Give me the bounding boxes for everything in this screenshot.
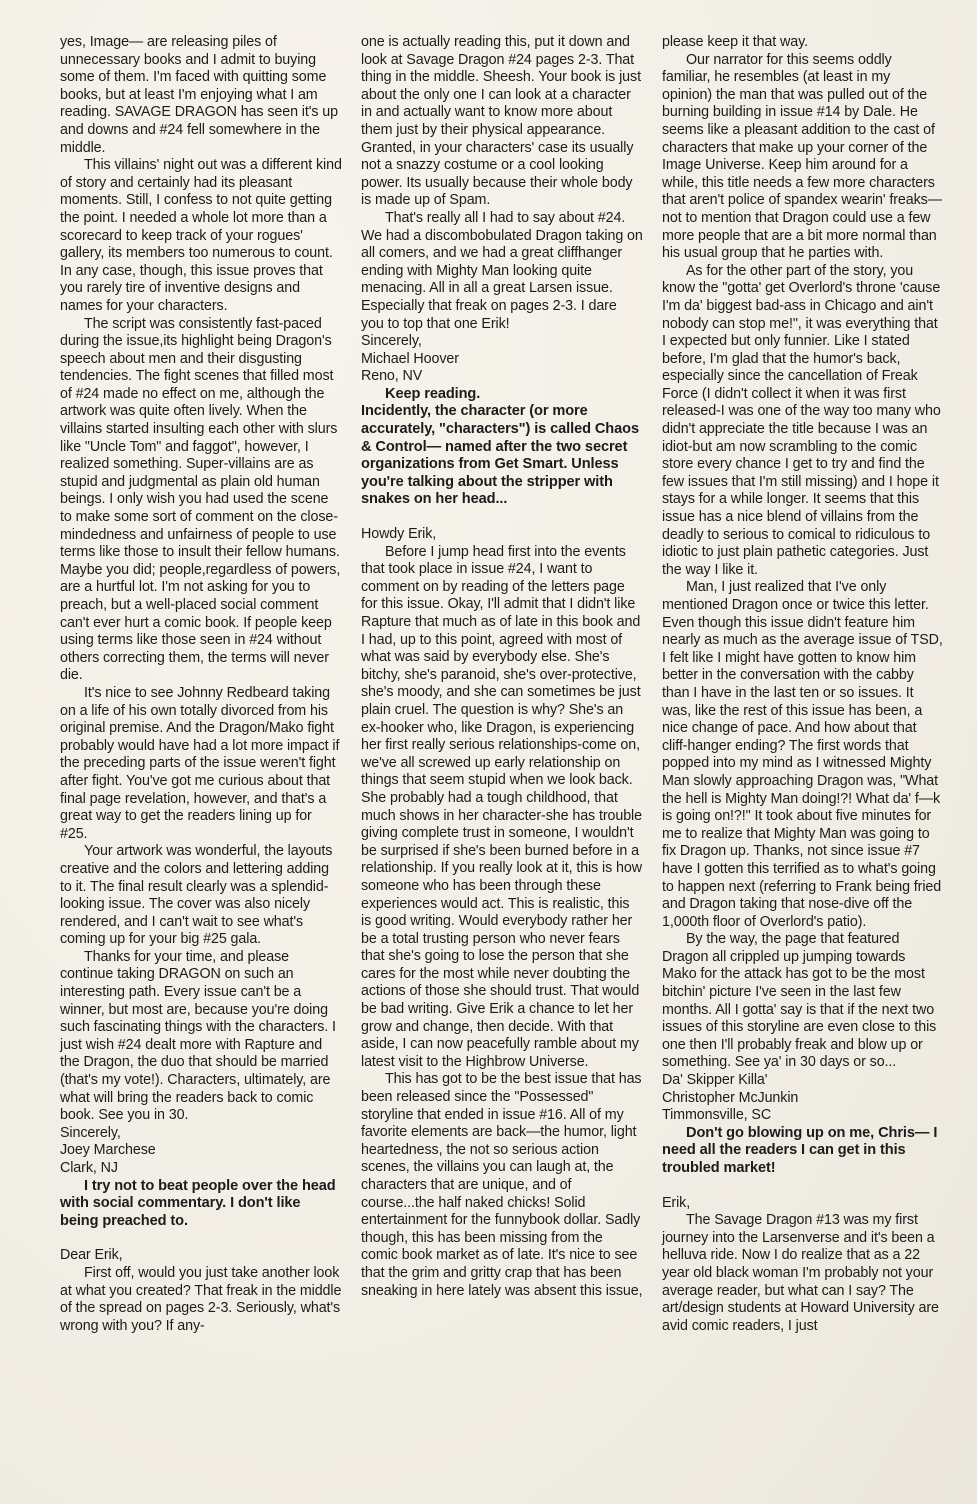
- signature-closing: Sincerely,: [60, 1124, 121, 1141]
- editor-reply: Incidently, the character (or more accurately, "characters") is called Chaos & Control— named after the two secret organizations from Get Smart. Unless you're talking about the stripper with snakes on her head...: [361, 403, 639, 508]
- signature-location: Clark, NJ: [60, 1160, 118, 1176]
- signature-name: Christopher McJunkin: [662, 1089, 799, 1106]
- letter-paragraph: First off, would you just take another look at what you created? That freak in the middle of the spread on pages 2-3. Seriously, what's wrong with you? If any-: [60, 1264, 342, 1334]
- letter-paragraph: please keep it that way.: [662, 34, 808, 50]
- letter-paragraph: This villains' night out was a different kind of story and certainly had its pleasant moments. Still, I confess to not quite getting the point. I needed a whole lot more than a scorecard to keep track of your rogues' gallery, its members too numerous to count. In any case, though, this issue proves that you rarely tire of inventive designs and names for your characters.: [60, 157, 342, 314]
- letter-paragraph: Man, I just realized that I've only mentioned Dragon once or twice this letter. Even though this issue didn't feature him nearly as much as the average issue of TSD, I felt like I might have gotten to know him better in the conversation with the cabby than I have in the last ten or so issues. It was, like the rest of this issue has been, a nice change of pace. And how about that cliff-hanger ending? The first words that popped into my mind as I witnessed Mighty Man slowly approaching Dragon was, "What the hell is Mighty Man doing!?! What da' f—k is going on!?!" It took about five minutes for me to realize that Mighty Man was going to fix Dragon up. Thanks, not since issue #7 have I gotten this terrified as to what's going to happen next (referring to Frank being fried and Dragon taking that nose-dive off the 1,000th floor of Overlord's patio).: [662, 579, 943, 930]
- signature-closing: Sincerely,: [361, 333, 422, 350]
- signature-name: Joey Marchese: [60, 1142, 156, 1159]
- letter-greeting: Dear Erik,: [60, 1247, 123, 1264]
- column-middle: [361, 34, 643, 1300]
- letter-paragraph: The script was consistently fast-paced during the issue,its highlight being Dragon's speech about men and their disgusting tendencies. The fight scenes that filled most of #24 made no effect on me, although the artwork was quite often lively. When the villains started insulting each other with slurs like "Uncle Tom" and faggot", however, I realized something. Super-villains are as stupid and judgmental as plain old human beings. I only wish you had used the scene to make some sort of comment on the close-mindedness and unfairness of people to use terms like those to insult their fellow humans. Maybe you did; people,regardless of powers, are a hurtful lot. I'm not asking for you to preach, but a well-placed social comment can't ever hurt a comic book. If people keep using terms like those seen in #24 without others correcting them, the terms will never die.: [60, 315, 341, 684]
- letter-paragraph: That's really all I had to say about #24. We had a discombobulated Dragon taking on all comers, and we had a great cliffhanger ending with Mighty Man looking quite menacing. All in all a great Larsen issue. Especially that freak on pages 2-3. I dare you to top that one Erik!: [361, 209, 643, 332]
- signature-location: Timmonsville, SC: [662, 1107, 772, 1124]
- signature-closing: Da' Skipper Killa': [662, 1072, 768, 1089]
- letter-paragraph: Your artwork was wonderful, the layouts creative and the colors and lettering adding to it. The final result clearly was a splendid-looking issue. The cover was also nicely rendered, and I can't wait to see what's coming up for your big #25 gala.: [60, 843, 333, 948]
- letter-paragraph: The Savage Dragon #13 was my first journey into the Larsenverse and it's been a helluva ride. Now I do realize that as a 22 year old black woman I'm probably not your average reader, but what can I say? The art/design students at Howard University are avid comic readers, I just: [662, 1212, 939, 1334]
- letter-paragraph: It's nice to see Johnny Redbeard taking on a life of his own totally divorced from his original premise. And the Dragon/Mako fight probably would have had a lot more impact if the preceding parts of the issue weren't fight after fight. You've got me curious about that final page revelation, however, and that's a great way to get the readers lining up for #25.: [60, 684, 340, 842]
- letter-paragraph: Thanks for your time, and please continue taking DRAGON on such an interesting path. Every issue can't be a winner, but most are, because you're doing such fascinating things with the characters. I just wish #24 dealt more with Rapture and the Dragon, the duo that should be married (that's my vote!). Characters, ultimately, are what will bring the readers back to comic book. See you in 30.: [60, 948, 336, 1124]
- signature-name: Michael Hoover: [361, 350, 459, 367]
- editor-reply: I try not to beat people over the head with social commentary. I don't like being preached to.: [60, 1177, 336, 1229]
- letter-paragraph: This has got to be the best issue that has been released since the "Possessed" storyline that ended in issue #16. All of my favorite elements are back—the humor, light heartedness, the not so serious action scenes, the villains you can laugh at, the characters that are unique, and of course...the half naked chicks! Solid entertainment for the funnybook dollar. Sadly though, this has been missing from the comic book market as of late. It's nice to see that the grim and gritty crap that has been sneaking in here lately was absent this issue,: [361, 1071, 643, 1299]
- letter-greeting: Erik,: [662, 1194, 691, 1211]
- editor-reply: Don't go blowing up on me, Chris— I need all the readers I can get in this troubled market!: [662, 1124, 938, 1176]
- letter-paragraph: Our narrator for this seems oddly familiar, he resembles (at least in my opinion) the man that was pulled out of the burning building in issue #14 by Dale. He seems like a pleasant addition to the cast of characters that make up your corner of the Image Universe. Keep him around for a while, this title needs a few more characters that aren't police of spandex wearin' freaks—not to mention that Dragon could use a few more people that are a bit more normal than his usual group that he parties with.: [662, 51, 942, 262]
- letter-paragraph: By the way, the page that featured Dragon all crippled up jumping towards Mako for the attack has got to be the most bitchin' picture I've seen in the last few months. All I gotta' say is that if the next two issues of this storyline are even close to this one then I'll probably freak and blow up or something. See ya' in 30 days or so...: [662, 931, 937, 1071]
- letter-paragraph: As for the other part of the story, you know the "gotta' get Overlord's throne 'cause I'm da' biggest bad-ass in Chicago and ain't nobody can stop me!", it was everything that I expected but only funnier. Like I stated before, I'm glad that the humor's back, especially since the cancellation of Freak Force (I didn't collect it when it was first released-I was one of the way too many who didn't appreciate the title because I was an idiot-but am now scrambling to the comic store every chance I get to try and find the few issues that I'm still missing) and I hope it stays for a while longer. It seems that this issue has a nice blend of villains from the deadly to serious to comical to ridiculous to idiotic to just plain pathetic categories. Just the way I like it.: [662, 262, 941, 578]
- letter-paragraph: yes, Image— are releasing piles of unnecessary books and I admit to buying some of them. I'm faced with quitting some books, but at least I'm enjoying what I am reading. SAVAGE DRAGON has seen it's up and downs and #24 fell somewhere in the middle.: [60, 34, 339, 156]
- signature-location: Reno, NV: [361, 368, 423, 385]
- column-right: [662, 34, 943, 1335]
- editor-reply: Keep reading.: [385, 385, 481, 402]
- column-left: [60, 34, 342, 1335]
- letter-paragraph: Before I jump head first into the events that took place in issue #24, I want to comment on by reading of the letters page for this issue. Okay, I'll admit that I didn't like Rapture that much as of late in this book and I had, up to this point, agreed with most of what was said by everybody else. She's bitchy, she's paranoid, she's over-protective, she's moody, and she can sometimes be just plain cruel. The question is why? She's an ex-hooker who, like Dragon, is experiencing her first really serious relationships-come on, we've all screwed up early relationship on things that seem stupid when we look back. She probably had a tough childhood, that much shows in her character-she has trouble giving complete trust in someone, I wouldn't be surprised if she's been burned before in a relationship. If you really look at it, this is how someone who has been through these experiences would act. This is realistic, this is good writing. Would everybody rather her be a total trusting person who never fears that she's going to lose the person that she cares for the most while never doubting the actions of those she should trust. That would be bad writing. Give Erik a chance to let her grow and change, then decide. With that aside, I can now peacefully ramble about my latest visit to the Highbrow Universe.: [361, 543, 642, 1070]
- letter-paragraph: one is actually reading this, put it down and look at Savage Dragon #24 pages 2-3. That thing in the middle. Sheesh. Your book is just about the only one I can look at a character in and actually want to know more about them just by their physical appearance. Granted, in your characters' case its usually not a snazzy costume or a cool looking power. Its usually because their whole body is made up of Spam.: [361, 34, 641, 209]
- letter-greeting: Howdy Erik,: [361, 526, 437, 543]
